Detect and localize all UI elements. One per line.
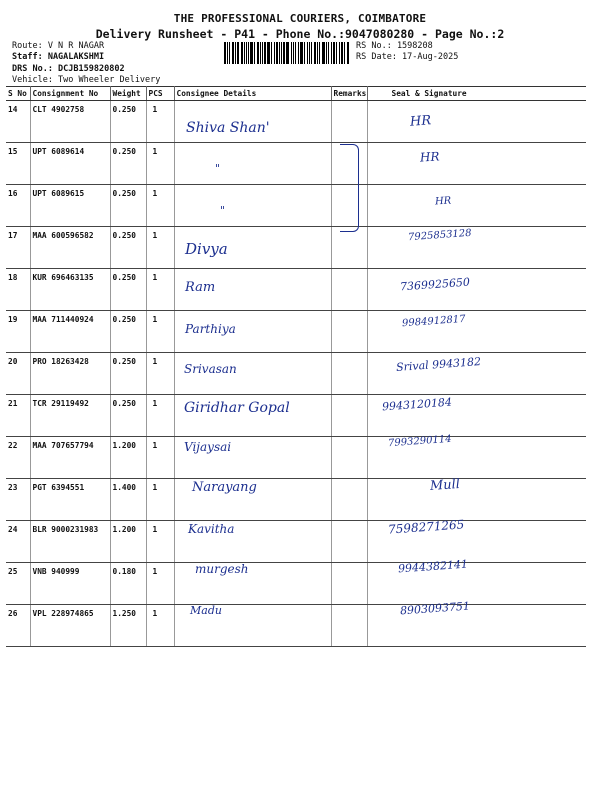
handwritten-consignee-name: Narayang <box>192 480 257 495</box>
cell-weight: 0.250 <box>110 185 146 227</box>
table-row <box>6 563 586 605</box>
cell-sno: 26 <box>6 605 30 647</box>
cell-remarks <box>331 311 367 353</box>
handwritten-consignee-name: " <box>215 162 221 175</box>
handwritten-consignee-name: Shiva Shan' <box>186 120 270 136</box>
cell-signature <box>367 185 586 227</box>
handwritten-signature: 7369925650 <box>399 275 471 294</box>
cell-consignment: BLR 9000231983 <box>30 521 110 563</box>
barcode-bar <box>254 42 255 64</box>
cell-sno: 24 <box>6 521 30 563</box>
cell-consignment: TCR 29119492 <box>30 395 110 437</box>
barcode-bar <box>304 42 305 64</box>
table-row <box>6 311 586 353</box>
table-row <box>6 437 586 479</box>
barcode-bar <box>229 42 230 64</box>
cell-consignment: MAA 711440924 <box>30 311 110 353</box>
barcode-bar <box>322 42 325 64</box>
cell-pcs: 1 <box>146 101 174 143</box>
barcode-bar <box>298 42 299 64</box>
handwritten-consignee-name: Srivasan <box>184 362 237 376</box>
vehicle-label: Vehicle: Two Wheeler Delivery <box>12 75 161 85</box>
cell-pcs: 1 <box>146 353 174 395</box>
cell-remarks <box>331 395 367 437</box>
cell-remarks <box>331 437 367 479</box>
cell-pcs: 1 <box>146 143 174 185</box>
barcode-bar <box>283 42 285 64</box>
table-row <box>6 143 586 185</box>
barcode-bar <box>300 42 303 64</box>
barcode-bar <box>271 42 272 64</box>
cell-weight: 0.250 <box>110 269 146 311</box>
handwritten-signature: 9943120184 <box>381 395 453 414</box>
cell-sno: 21 <box>6 395 30 437</box>
cell-remarks <box>331 563 367 605</box>
handwritten-consignee-name: Kavitha <box>188 522 235 536</box>
barcode-bar <box>279 42 280 64</box>
barcode-bar <box>235 42 236 64</box>
handwritten-signature: 7598271265 <box>387 517 465 537</box>
barcode-bar <box>311 42 312 64</box>
handwritten-signature: Mull <box>429 476 461 495</box>
handwritten-signature: 9984912817 <box>401 313 466 330</box>
barcode-bar <box>232 42 235 64</box>
handwritten-signature: HR <box>409 113 432 130</box>
barcode-bar <box>224 42 226 64</box>
barcode-bar <box>326 42 328 64</box>
cell-pcs: 1 <box>146 479 174 521</box>
cell-weight: 0.250 <box>110 395 146 437</box>
handwritten-consignee-name: Madu <box>190 604 222 617</box>
barcode-bar <box>341 42 344 64</box>
cell-remarks <box>331 605 367 647</box>
barcode-bar <box>257 42 259 64</box>
cell-consignee <box>174 143 331 185</box>
table-row <box>6 479 586 521</box>
barcode-bar <box>309 42 311 64</box>
cell-sno: 15 <box>6 143 30 185</box>
barcode-bar <box>227 42 228 64</box>
barcode-bar <box>241 42 243 64</box>
cell-consignment: UPT 6089615 <box>30 185 110 227</box>
barcode-bar <box>344 42 345 64</box>
cell-sno: 17 <box>6 227 30 269</box>
handwritten-signature: 9944382141 <box>397 557 469 576</box>
cell-weight: 0.180 <box>110 563 146 605</box>
barcode-bar <box>286 42 289 64</box>
cell-sno: 20 <box>6 353 30 395</box>
ditto-brace <box>340 144 359 232</box>
handwritten-consignee-name: Giridhar Gopal <box>184 400 290 416</box>
barcode-bar <box>248 42 249 64</box>
cell-signature <box>367 227 586 269</box>
barcode-bar <box>319 42 320 64</box>
rs-date: RS Date: 17-Aug-2025 <box>356 52 459 62</box>
document-subtitle: Delivery Runsheet - P41 - Phone No.:9047080280 - Page No.:2 <box>95 27 505 41</box>
cell-sno: 25 <box>6 563 30 605</box>
table-row <box>6 353 586 395</box>
cell-signature <box>367 101 586 143</box>
handwritten-consignee-name: murgesh <box>195 562 249 576</box>
handwritten-consignee-name: " <box>220 204 226 217</box>
cell-sno: 23 <box>6 479 30 521</box>
barcode-bar <box>314 42 316 64</box>
handwritten-consignee-name: Vijaysai <box>184 440 232 454</box>
cell-remarks <box>331 227 367 269</box>
barcode-bar <box>244 42 245 64</box>
handwritten-signature: 7993290114 <box>387 433 452 450</box>
cell-consignment: PGT 6394551 <box>30 479 110 521</box>
cell-sno: 19 <box>6 311 30 353</box>
barcode-bar <box>246 42 247 64</box>
cell-pcs: 1 <box>146 563 174 605</box>
cell-consignment: UPT 6089614 <box>30 143 110 185</box>
barcode-bar <box>281 42 282 64</box>
table-header <box>6 87 586 101</box>
barcode-bar <box>267 42 270 64</box>
col-weight: Weight <box>110 87 146 101</box>
cell-pcs: 1 <box>146 605 174 647</box>
table-row <box>6 227 586 269</box>
cell-consignment: MAA 707657794 <box>30 437 110 479</box>
cell-remarks <box>331 521 367 563</box>
barcode-bar <box>317 42 318 64</box>
col-sno: S No <box>6 87 30 101</box>
cell-pcs: 1 <box>146 311 174 353</box>
cell-consignment: VNB 940999 <box>30 563 110 605</box>
table-row <box>6 185 586 227</box>
barcode-bar <box>333 42 335 64</box>
barcode-bar <box>331 42 332 64</box>
barcode-bar <box>328 42 329 64</box>
cell-sno: 22 <box>6 437 30 479</box>
cell-weight: 0.250 <box>110 101 146 143</box>
cell-signature <box>367 476 586 521</box>
cell-remarks <box>331 353 367 395</box>
cell-weight: 0.250 <box>110 353 146 395</box>
barcode-bar <box>262 42 263 64</box>
table-row <box>6 605 586 647</box>
cell-weight: 0.250 <box>110 311 146 353</box>
rs-number: RS No.: 1598208 <box>356 41 433 51</box>
drs-number: DRS No.: DCJB159820802 <box>12 64 125 74</box>
cell-pcs: 1 <box>146 395 174 437</box>
barcode-bar <box>347 42 349 64</box>
cell-pcs: 1 <box>146 521 174 563</box>
cell-pcs: 1 <box>146 437 174 479</box>
barcode-bar <box>264 42 266 64</box>
handwritten-signature: HR <box>419 149 440 165</box>
handwritten-signature: 7925853128 <box>407 227 472 244</box>
staff-label: Staff: NAGALAKSHMI <box>12 52 105 62</box>
handwritten-signature: 8903093751 <box>399 599 471 618</box>
col-remarks: Remarks <box>331 87 367 101</box>
cell-consignee <box>174 185 331 227</box>
cell-sno: 18 <box>6 269 30 311</box>
barcode-bar <box>293 42 294 64</box>
cell-remarks <box>331 269 367 311</box>
cell-pcs: 1 <box>146 185 174 227</box>
table-row <box>6 101 586 143</box>
cell-sno: 14 <box>6 101 30 143</box>
handwritten-signature: HR <box>434 195 452 208</box>
col-signature: Seal & Signature <box>367 87 586 101</box>
runsheet-table <box>6 86 586 647</box>
table-row <box>6 395 586 437</box>
cell-signature <box>367 143 586 185</box>
handwritten-signature: Srival 9943182 <box>395 355 482 374</box>
col-consignment: Consignment No <box>30 87 110 101</box>
col-consignee: Consignee Details <box>174 87 331 101</box>
barcode-bar <box>295 42 297 64</box>
barcode-bar <box>260 42 261 64</box>
handwritten-consignee-name: Parthiya <box>185 322 236 336</box>
barcode-bar <box>237 42 239 64</box>
cell-consignment: MAA 600596582 <box>30 227 110 269</box>
cell-weight: 1.200 <box>110 521 146 563</box>
col-pcs: PCS <box>146 87 174 101</box>
cell-weight: 1.200 <box>110 437 146 479</box>
barcode-bar <box>291 42 292 64</box>
table-row <box>6 521 586 563</box>
barcode-bar <box>307 42 308 64</box>
barcode <box>224 42 350 64</box>
barcode-bar <box>250 42 253 64</box>
cell-signature <box>367 311 586 353</box>
cell-pcs: 1 <box>146 227 174 269</box>
table-row <box>6 269 586 311</box>
cell-weight: 1.250 <box>110 605 146 647</box>
barcode-bar <box>336 42 337 64</box>
barcode-bar <box>276 42 278 64</box>
barcode-bar <box>274 42 275 64</box>
cell-consignment: VPL 228974865 <box>30 605 110 647</box>
cell-consignment: CLT 4902758 <box>30 101 110 143</box>
cell-consignment: KUR 696463135 <box>30 269 110 311</box>
route-label: Route: V N R NAGAR <box>12 41 105 51</box>
document-title: THE PROFESSIONAL COURIERS, COIMBATORE <box>173 12 427 25</box>
cell-weight: 0.250 <box>110 227 146 269</box>
cell-pcs: 1 <box>146 269 174 311</box>
handwritten-consignee-name: Ram <box>185 280 216 295</box>
handwritten-consignee-name: Divya <box>185 240 228 258</box>
barcode-bar <box>339 42 340 64</box>
cell-weight: 0.250 <box>110 143 146 185</box>
cell-remarks <box>331 101 367 143</box>
cell-consignment: PRO 18263428 <box>30 353 110 395</box>
cell-sno: 16 <box>6 185 30 227</box>
cell-remarks <box>331 479 367 521</box>
cell-weight: 1.400 <box>110 479 146 521</box>
